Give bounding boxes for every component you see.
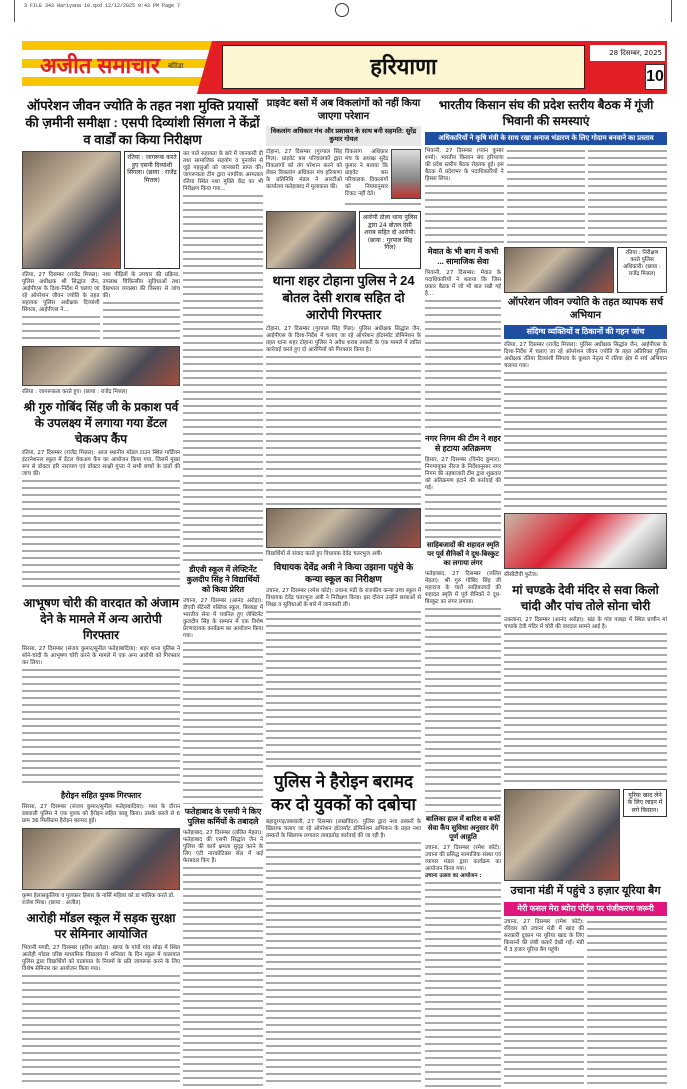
news-photo bbox=[266, 211, 356, 269]
headline-urea-bags: उचाना मंडी में पहुंचे 3 हज़ार यूरिया बैग bbox=[510, 884, 661, 897]
registration-mark-icon bbox=[335, 3, 349, 17]
article-body: उचाना, 27 दिसम्बर (रमेश कोर्ट): उचाना मंडी के राजकीय कन्या उच्च स्कूल में विधायक देवेंद्र चतरभुज अत्री ने निरीक्षण किया। इस दौरान उन्होंने छात्राओं से शिक्षा व सुविधाओं के बारे में जानकारी ली। bbox=[266, 588, 421, 767]
news-photo bbox=[22, 151, 121, 269]
article-body bbox=[507, 148, 586, 244]
photo-caption: यूरिया खाद लेने के लिए लाइन में लगे किसान। bbox=[623, 789, 667, 818]
headline-private-buses: प्राइवेट बसों में अब विकलांगों को नहीं किया जाएगा परेशान bbox=[266, 98, 421, 122]
middle-column bbox=[266, 97, 421, 1087]
article-body: भिवानी, 27 दिसम्बर: मेवात के पदाधिकारियों ने बताया कि जिस प्रकार बैठक में जो भी बात रखी गई है... bbox=[425, 270, 501, 431]
news-photo bbox=[504, 789, 620, 881]
headline-mewat: मेवात के भी बाग में कभी ... सामाजिक सेवा bbox=[427, 247, 499, 266]
headline-farmers-union: भारतीय किसान संघ की प्रदेश स्तरीय बैठक में गूंजी भिवानी की समस्याएं bbox=[438, 98, 654, 128]
newspaper-logo: अजीत समाचार bbox=[40, 53, 160, 78]
portrait-photo bbox=[391, 149, 421, 199]
article-body: फतेहाबाद, 27 दिसम्बर (ललित मेहता): श्री गुरु गोबिंद सिंह जी महाराज के चारों साहिबजादों की शहादत स्मृति में पूर्व सैनिकों ने दूध-बिस्कुट का लंगर लगाया। bbox=[425, 571, 501, 813]
article-body: हिसार, 27 दिसम्बर (विनोद कुमार): निगमायुक्त नीरज के निर्देशानुसार नगर निगम की तहबाजारी टीम द्वारा शुक्रवार को अतिक्रमण हटाने की कार्रवाई की गई। bbox=[425, 457, 501, 538]
subheadline-bar: संदिग्ध व्यक्तियों व ठिकानों की गहन जांच bbox=[504, 325, 667, 339]
article-body: टोहाना, 27 दिसम्बर (गुरपाल सिंह गिल): प्राइवेट बस परिचालकों द्वारा विकलांगों को तंग परेशान करने को लेकर विकलांग अधिकार मंच हरियाणा के प्रतिनिधि मंडल ने आरटीओ कार्यालय फतेहाबाद में मुलाकात की। bbox=[266, 149, 342, 190]
article-body: रतिया, 27 दिसम्बर (राजेंद्र मित्तल): पुलिस अधीक्षक सिद्धांत जैन, आईपीएस के दिशा-निर्देश में चलाए जा रहे ऑपरेशन जीवन ज्योति के तहत अतिरिक्त पुलिस अधीक्षक रतिया दिव्यांशी सिंगला के कुशल नेतृत्व में रतिया क्षेत्र में सर्च अभियान चलाया गया। bbox=[504, 342, 667, 510]
issue-date: 28 दिसम्बर, 2025 bbox=[590, 45, 665, 61]
photo-caption: विद्यार्थियों से संवाद करते हुए विधायक देवेंद्र चतरभुज अत्री। bbox=[266, 550, 383, 557]
edition-label: बठिंडा bbox=[168, 62, 184, 70]
article-body: उकलाना, 27 दिसम्बर (आनंद अरोड़ा): खंड के गांव पाबड़ा में स्थित प्राचीन मां चण्डके देवी मंदिर में चोरी की वारदात सामने आई है। bbox=[504, 617, 667, 785]
print-slug: 3 FILE 343 Hariyana 10.qxd 12/12/2025 9:43 PM Page 7 bbox=[24, 3, 181, 9]
headline-heroin-recovered: पुलिस ने हैरोइन बरामद कर दो युवकों को दबोचा bbox=[271, 771, 416, 814]
section-title: हरियाणा bbox=[222, 45, 585, 89]
article-body: नशा पीड़ितों के उपचार की प्रक्रिया, उपलब्ध चिकित्सीय सुविधाओं तथा देखभाल व्यवस्था की विस्तार से जांच की। bbox=[103, 272, 181, 343]
news-photo bbox=[22, 828, 180, 890]
article-body: बहादुरगढ़/डबवाली, 27 दिसम्बर (लखविंदर): पुलिस द्वारा नशा तस्करों के खिलाफ चलाए जा रहे ऑपरेशन हॉटस्पॉट डोमिनेशन अभियान के तहत नशा तस्करों के खिलाफ लगातार ताबड़तोड़ कार्रवाई की जा रही है। bbox=[266, 819, 421, 1087]
article-body bbox=[588, 148, 667, 244]
cctv-photo bbox=[504, 513, 667, 569]
article-body: उचाना, 27 दिसम्बर (रमेश कोर्ट): उचाना की प्रसिद्ध सामाजिक संस्था एवं व्यापार मंडल द्वारा कार्यक्रम का आयोजन किया गया। उचाना उत्सव का आयोजन : bbox=[425, 845, 501, 1087]
article-body: रतिया, 27 दिसम्बर (राजेंद्र मित्तल): आज स्थानीय मॉडल टाउन स्थित गार्डियन इंटरनेशनल स्कूल में डेंटल चेकअप कैंप का आयोजन किया गया, जिसमें मुख्य रूप से डॉक्टर हरि नारायण एवं डॉक्टर साक्षी गुप्ता ने सभी बच्चों के दांतों की जांच की। bbox=[22, 450, 180, 592]
headline-dav-school: डीएवी स्कूल में लेफ्टिनेंट कुलदीप सिंह ने विद्यार्थियों को किया प्रेरित bbox=[186, 565, 260, 595]
article-body: रतिया, 27 दिसम्बर (राजेंद्र मित्तल): पुलिस अधीक्षक श्री सिद्धांत जैन, आईपीएस के दिशा-निर्देश में चलाए जा रहे ऑपरेशन जीवन ज्योति के तहत सहायक पुलिस अधीक्षक दिव्यांशी सिंगला, आईपीएस ने... bbox=[22, 272, 100, 343]
headline-liquor-arrest: थाना शहर टोहाना पुलिस ने 24 बोतल देसी शराब सहित दो आरोपी गिरफ्तार bbox=[272, 273, 415, 322]
photo-caption: रतिया : जागरूक करते हुए एसपी दिव्यांशी सिंगला। (छाया : राजेंद्र मित्तल) bbox=[124, 151, 180, 269]
headline-heroin-arrest: हैरोइन सहित युवक गिरफ्तार bbox=[60, 791, 142, 800]
headline-mla-inspection: विधायक देवेंद्र अत्री ने किया उझाना पहुंचे के कन्या स्कूल का निरीक्षण bbox=[273, 561, 414, 584]
headline-search-operation: ऑपरेशन जीवन ज्योति के तहत व्यापक सर्च अभियान bbox=[507, 297, 664, 321]
headline-uchana-event: बालिका हाल में बारिश व बर्फी सेवा कैंप सुविधा अनुसार देंगे पूर्ण आहुति bbox=[425, 816, 501, 842]
headline-jewellery-theft: आभूषण चोरी की वारदात को अंजाम देने के मामले में अन्य आरोपी गिरफ्तार bbox=[23, 596, 179, 642]
article-body: टोहाना, 27 दिसम्बर (गुरपाल सिंह गिल): पुलिस अधीक्षक सिद्धांत जैन, आईपीएस के दिशा-निर्देश में चलाए जा रहे ऑपरेशन हॉटस्पॉट डोमिनेशन के तहत थाना शहर टोहाना पुलिस ने अवैध शराब तस्करी के एक मामले में त्वरित कार्रवाई करते हुए दो आरोपियों को गिरफ्तार किया है। bbox=[266, 326, 421, 505]
photo-caption: सीसीटीवी फुटेज। bbox=[504, 572, 538, 579]
headline-encroachment: नगर निगम की टीम ने शहर से हटाया अतिक्रमण bbox=[425, 434, 501, 454]
article-body: विकलांग अधिकार मंच के अध्यक्ष सुरेंद्र कुमार ने बताया कि प्राइवेट बस परिचालक विकलांगों को नियमानुसार टिकट नहीं देते। bbox=[345, 149, 421, 208]
photo-caption: कृष्ण हेलासकुलिया व गुलकार हिसार के नार्सि महिला को डा मालिक करते डॉ. राजेश मित्रा। (छाया : अजीत) bbox=[22, 893, 175, 906]
article-body: कर पाते सहायता के बारे में जानकारी दी तथा सामाजिक सहयोग व पुनर्वास से जुड़े पहलुओं को जानकारी प्राप्त की। जागरूकता टीम द्वारा नागरिक अस्पताल रतिया स्थित नशा मुक्ति केंद्र का भी निरीक्षण किया गया... bbox=[183, 151, 263, 562]
headline-dental-camp: श्री गुरु गोबिंद सिंह जी के प्रकाश पर्व के उपलक्ष्य में लगाया गया डेंटल चेकअप कैंप bbox=[23, 400, 179, 446]
article-body: उचाना, 27 दिसम्बर (रमेश कोर्ट): रविवार को उचाना मंडी में खाद की सरकारी दुकान पर यूरिया खाद के लिए किसानों की लंबी कतारें देखी गईं। मंडी में 3 हजार यूरिया बैग पहुंचे। bbox=[504, 919, 584, 1087]
news-photo bbox=[266, 508, 421, 548]
article-body bbox=[587, 919, 667, 1087]
article-body: सिरसा, 27 दिसम्बर (संजय कुमार/सुनील फतेहाबादिया): शहर थाना पुलिस ने सोने-चांदी के आभूषण चोरी करने के मामले में एक अन्य आरोपी को गिरफ्तार कर लिया। bbox=[22, 646, 180, 788]
headline-road-safety-seminar: आरोही मॉडल स्कूल में सड़क सुरक्षा पर सेमिनार आयोजित bbox=[26, 911, 176, 941]
crop-mark bbox=[14, 0, 15, 22]
headline-temple-theft: मां चण्डके देवी मंदिर से सवा किलो चांदी और पांच तोले सोना चोरी bbox=[512, 583, 659, 614]
article-body: फतेहाबाद, 27 दिसम्बर (ललित मेहता): फतेहाबाद की एसपी सिद्धांत जैन ने पुलिस की कार्य क्षमता सुदृढ़ करने के लिए एंटी नारकोटिक्स सेल में कई फेरबदल किए हैं। bbox=[183, 830, 263, 1087]
headline-langar: साहिबजादों की शहादत स्मृति पर पूर्व सैनिकों ने दूध-बिस्कुट का लगाया लंगर bbox=[426, 541, 500, 567]
article-body: भिवानी मण्डी, 27 दिसम्बर (हरीश अरोड़ा): खण्ड के गांवों गांव सोढ़ा में स्थित आरोही मॉडल वरिष्ठ माध्यमिक विद्यालय में शनिवार के दिन स्कूल में यातायात पुलिस द्वारा विद्यार्थियों को यातायात के नियमों के प्रति जागरूक करने के लिए विशेष सेमिनार का आयोजन किया गया। bbox=[22, 945, 180, 1087]
photo-caption: रतिया : जागरूकता करते हुए। (छाया : राजेंद्र मित्तल) bbox=[22, 389, 128, 395]
article-body: सिरसा, 27 दिसम्बर (संजय कुमार/सुनील फतेहाबादिया): गश्त के दौरान डबवाली पुलिस ने एक युवक को हैरोइन सहित काबू किया। उसके कब्जे से 6 ग्राम 36 मिलीग्राम हैरोइन बरामद हुई। bbox=[22, 804, 180, 824]
subheadline: विकलांग अधिकार मंच और प्रशासन के साथ बनी सहमति: सुरेंद्र कुमार गोयल bbox=[266, 126, 421, 146]
photo-caption: रतिया : निरीक्षण करते पुलिस अधिकारी। (छाया : राजेंद्र मित्तल) bbox=[617, 247, 667, 293]
crop-mark bbox=[671, 0, 672, 22]
headline-operation-jeevan-jyoti: ऑपरेशन जीवन ज्योति के तहत नशा मुक्ति प्रयासों की ज़मीनी समीक्षा : एसपी दिव्यांशी सिंगला ने केंद्रों व वार्डों का किया निरीक्षण bbox=[25, 98, 260, 147]
news-photo bbox=[22, 346, 180, 386]
left-region bbox=[22, 97, 263, 1087]
page-number: 10 bbox=[645, 64, 665, 90]
article-body: भिवानी, 27 दिसम्बर (पवन कुमार शर्मा): भारतीय किसान संघ हरियाणा की प्रदेश स्तरीय बैठक रोहतक हुई। इस बैठक में प्रदेशभर के पदाधिकारियों ने हिस्सा लिया। bbox=[425, 148, 504, 244]
subheadline-bar: मेरी फसल मेरा ब्योरा पोर्टल पर पंजीकरण जरूरी bbox=[504, 902, 667, 916]
subheadline-bar: अधिकारियों ने कृषि मंत्री के साथ रखा अनाज भंडारण के लिए गोदाम बनवाने का प्रस्ताव bbox=[425, 132, 667, 145]
article-body: उचाना, 27 दिसम्बर (आनंद अरोड़ा): डीएवी सेंटेनरी पब्लिक स्कूल, बिरबड़ा में भारतीय सेना में चयनित हुए लेफ्टिनेंट कुलदीप सिंह के सम्मान में एक विशेष प्रेरणादायक कार्यक्रम का आयोजन किया गया। bbox=[183, 598, 263, 804]
news-photo bbox=[504, 247, 614, 293]
right-region bbox=[425, 97, 667, 1087]
headline-police-transfers: फतेहाबाद के एसपी ने किए पुलिस कर्मियों के तबादले bbox=[184, 806, 262, 826]
photo-caption: आरोपी ठोला थाना पुलिस द्वारा 24 बोतल देसी शराब सहित दो आरोपी। (छाया : गुरपाल सिंह गिल) bbox=[359, 211, 421, 269]
